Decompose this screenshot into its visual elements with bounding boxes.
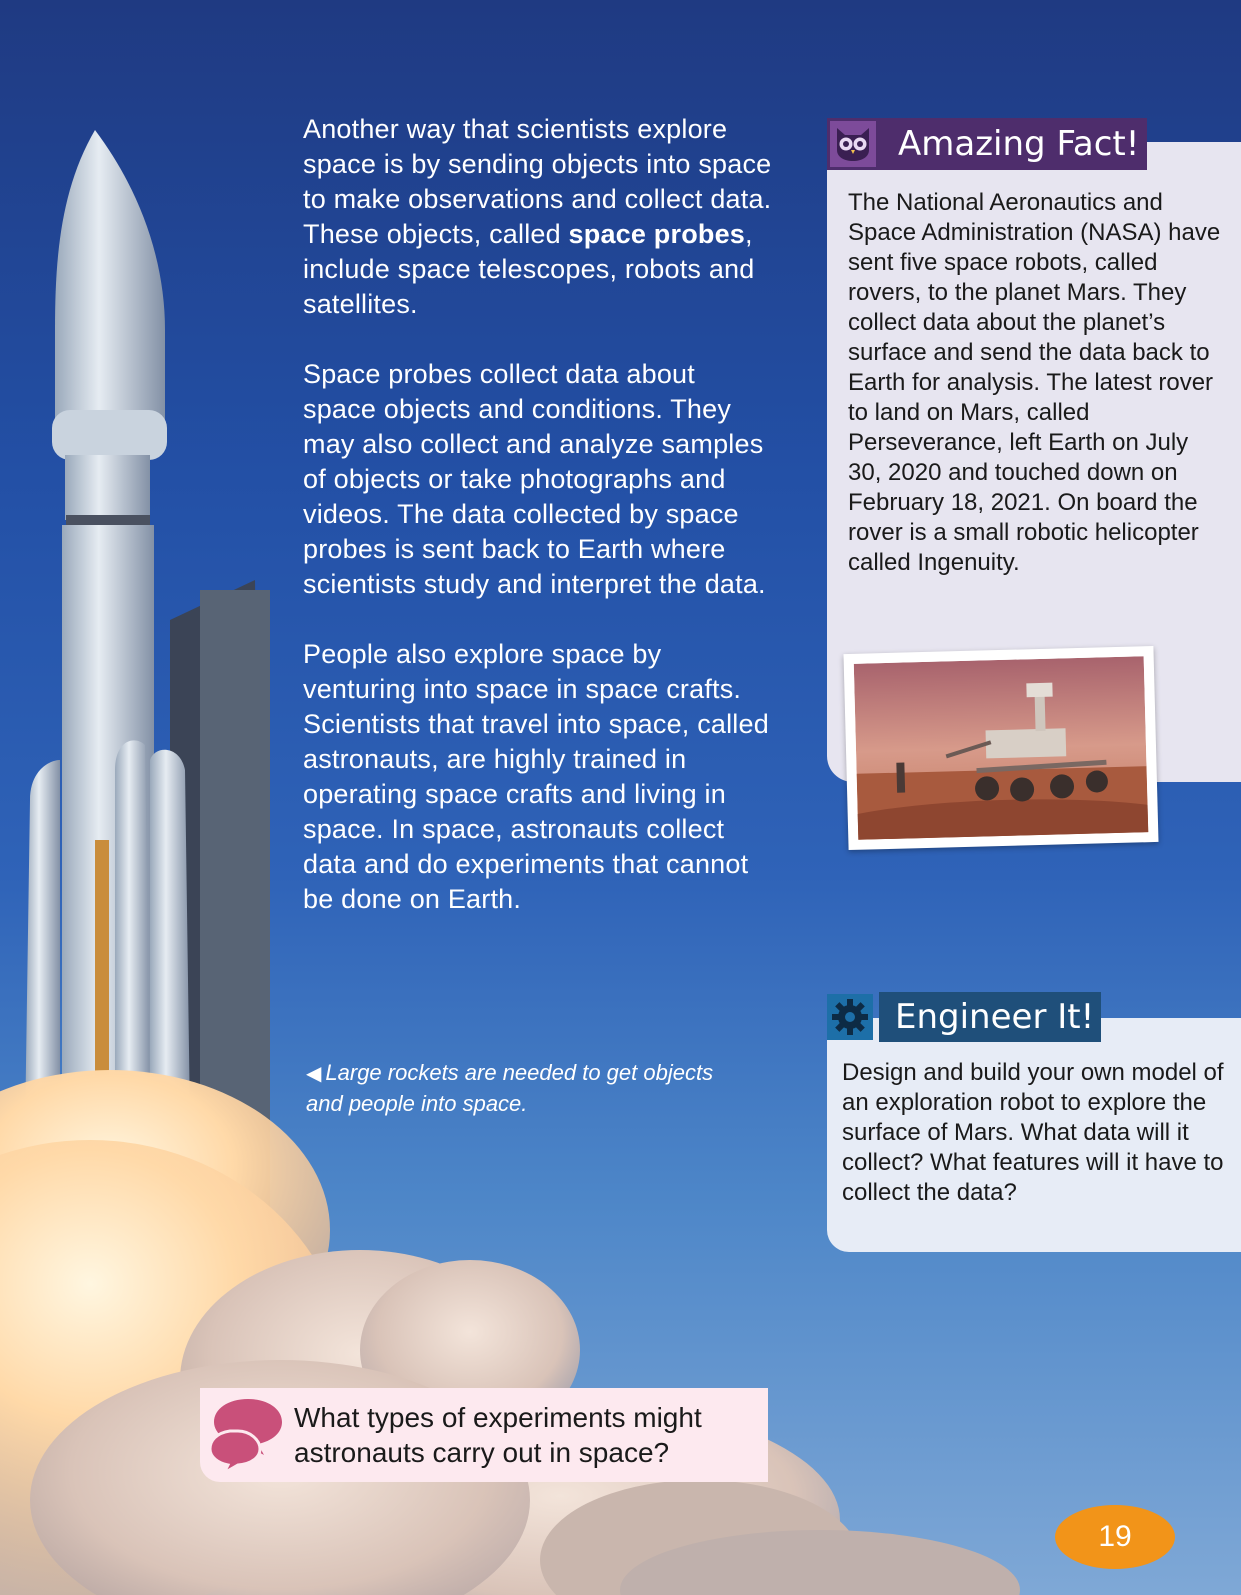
owl-icon (830, 121, 876, 167)
amazing-fact-title: Amazing Fact! (898, 124, 1140, 164)
amazing-fact-header (827, 118, 1147, 170)
page-number-badge: 19 (1055, 1505, 1175, 1569)
main-body-text (303, 112, 773, 952)
paragraph-space-probes: Another way that scientists explore space is by sending objects into space to make observations and collect data. These objects, called space probes, include space telescopes, robots and satellites. (303, 114, 772, 319)
engineer-it-header (827, 992, 1101, 1042)
space-probes-term: space probes (568, 219, 746, 249)
photo-caption (306, 1058, 726, 1119)
discussion-question-text: What types of experiments might astronauts carry out in space? (294, 1402, 702, 1468)
paragraph-probe-data: Space probes collect data about space objects and conditions. They may also collect and analyze samples of objects or take photographs and videos. The data collected by space probes is sent back to Earth where scientists study and interpret the data. (303, 359, 766, 599)
engineer-it-text: Design and build your own model of an exploration robot to explore the surface of Mars. What data will it collect? What features will it have to collect the data? (842, 1059, 1224, 1206)
mars-rover-photo (843, 646, 1158, 850)
speech-bubbles-icon (208, 1395, 290, 1475)
gear-icon (827, 994, 873, 1040)
discussion-question-box (200, 1388, 768, 1482)
paragraph-astronauts: People also explore space by venturing into space in space crafts. Scientists that travel into space, called astronauts, are highly trained in operating space crafts and living in space. In space, astronauts collect data and do experiments that cannot be done on Earth. (303, 639, 769, 914)
amazing-fact-text: The National Aeronautics and Space Administration (NASA) have sent five space robots, called rovers, to the planet Mars. They collect data about the planet’s surface and send the data back to Earth for analysis. The latest rover to land on Mars, called Perseverance, left Earth on July 30, 2020 and touched down on February 18, 2021. On board the rover is a small robotic helicopter called Ingenuity. (848, 189, 1221, 576)
engineer-it-title: Engineer It! (895, 997, 1095, 1037)
caption-text: Large rockets are needed to get objects and people into space. (306, 1060, 714, 1116)
left-arrow-icon: ◀ (306, 1063, 322, 1085)
